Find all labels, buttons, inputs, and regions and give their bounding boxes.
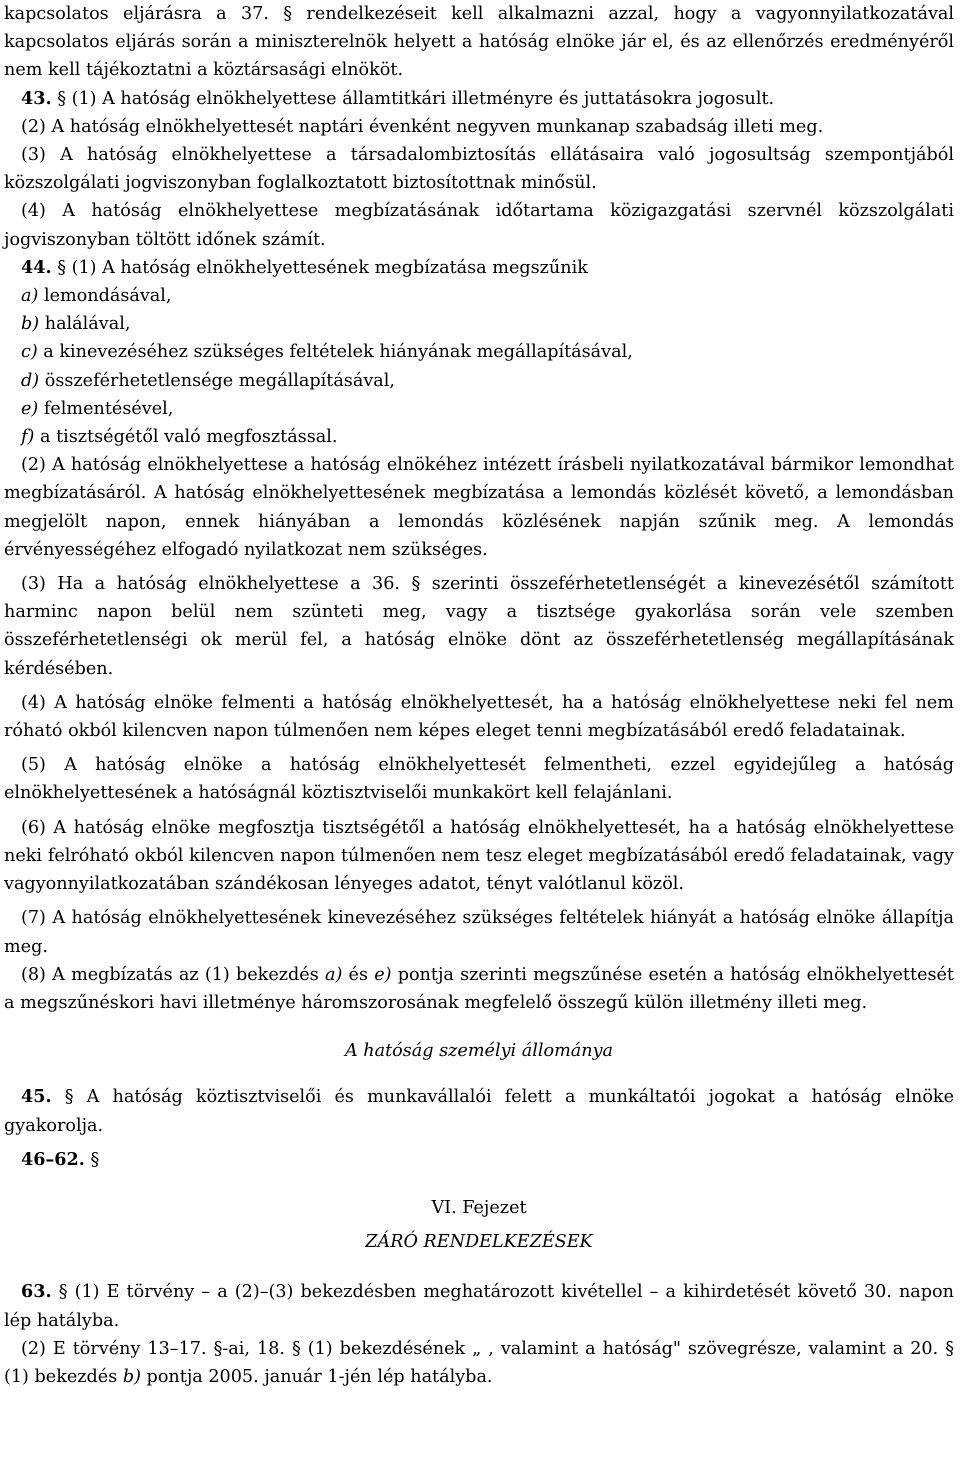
section-number: 45. (21, 1086, 52, 1108)
section-number: 43. (21, 87, 52, 109)
paragraph-text: (2) E törvény 13–17. §-ai, 18. § (1) bekezdésének „ , valamint a hatóság" szövegrésze, valamint a 20. § (1) bekezdés (4, 1338, 954, 1387)
paragraph-text: (3) Ha a hatóság elnökhelyettese a 36. § szerinti összeférhetetlenségét a kinevezésétől számított harminc napon belül nem szünteti meg, vagy a tisztsége gyakorlása során vele szemben összeférhetetlenségi ok merül fel, a hatóság elnöke dönt az összeférhetetlenség megállapításának kérdésében. (4, 574, 954, 679)
list-item (4, 423, 954, 451)
paragraph-text: (6) A hatóság elnöke megfosztja tisztségétől a hatóság elnökhelyettesét, ha a hatóság elnökhelyettese neki felróható okból kilencven napon túlmenően nem tesz eleget megbízatásából eredő feladatainak, vagy vagyonnyilatkozatában szándékosan lényeges adatot, tényt valótlanul közöl. (4, 817, 954, 895)
paragraph-text: pontja szerinti megszűnése esetén a hatóság elnökhelyettesét a megszűnéskori havi illetménye háromszorosának megfelelő összegű külön illetmény illeti meg. (4, 964, 954, 1013)
point-letter: a) (324, 964, 343, 985)
section-44-paragraph-2 (4, 451, 954, 564)
paragraph-text: (2) A hatóság elnökhelyettesét naptári évenként negyven munkanap szabadság illeti meg. (21, 116, 824, 137)
paragraph-text: § (1) E törvény – a (2)–(3) bekezdésben meghatározott kivétellel – a kihirdetését követő 30. napon lép hatályba. (4, 1282, 954, 1331)
item-text: felmentésével, (38, 398, 174, 419)
section-44-paragraph-1 (4, 254, 954, 282)
paragraph-text: pontja 2005. január 1-jén lép hatályba. (140, 1366, 493, 1387)
section-63-paragraph-1 (4, 1278, 954, 1334)
point-letter: e) (374, 964, 392, 985)
list-item (4, 310, 954, 338)
list-item (4, 395, 954, 423)
paragraph-text: (7) A hatóság elnökhelyettesének kinevezéséhez szükséges feltételek hiányát a hatóság elnöke állapítja meg. (4, 908, 954, 957)
paragraph-text: § (84, 1149, 100, 1170)
chapter-heading: VI. Fejezet (431, 1197, 527, 1218)
section-45 (4, 1083, 954, 1139)
section-44-paragraph-3 (4, 570, 954, 683)
section-63-paragraph-2 (4, 1335, 954, 1391)
paragraph-text: (5) A hatóság elnöke a hatóság elnökhelyettesét felmentheti, ezzel egyidejűleg a hatóság elnökhelyettesének a hatóságnál köztisztviselői munkakört kell felajánlani. (4, 755, 954, 804)
section-44-paragraph-8 (4, 961, 954, 1017)
paragraph-text: § (1) A hatóság elnökhelyettese államtitkári illetményre és juttatásokra jogosult. (51, 88, 775, 109)
item-text: lemondásával, (38, 286, 172, 307)
section-number: 63. (21, 1281, 52, 1303)
item-letter: c) (21, 342, 38, 363)
item-letter: f) (21, 427, 35, 448)
subtitle-personnel: A hatóság személyi állománya (344, 1041, 613, 1062)
section-43-paragraph-2 (4, 113, 954, 141)
paragraph-text: § (1) A hatóság elnökhelyettesének megbízatása megszűnik (51, 257, 588, 278)
paragraph-text: (2) A hatóság elnökhelyettese a hatóság elnökéhez intézett írásbeli nyilatkozatával bármikor lemondhat megbízatásáról. A hatóság elnökhelyettesének megbízatása a lemondás közlését követő, a lemondásban megjelölt napon, ennek hiányában a lemondás közlésének napján szűnik meg. A lemondás érvényességéhez elfogadó nyilatkozat nem szükséges. (4, 455, 954, 560)
list-item (4, 338, 954, 366)
section-number: 46–62. (21, 1148, 85, 1170)
item-letter: d) (21, 370, 40, 391)
section-46-62 (4, 1146, 954, 1174)
item-text: halálával, (39, 314, 131, 335)
section-44-paragraph-7 (4, 904, 954, 960)
section-44-paragraph-5 (4, 751, 954, 807)
paragraph-text: (4) A hatóság elnöke felmenti a hatóság elnökhelyettesét, ha a hatóság elnökhelyettese neki fel nem róható okból kilencven napon túlmenően nem képes eleget tenni megbízatásából eredő feladatainak. (4, 692, 954, 742)
chapter-title: ZÁRÓ RENDELKEZÉSEK (365, 1232, 593, 1253)
section-44-paragraph-6 (4, 814, 954, 899)
list-item (4, 367, 954, 395)
list-item (4, 282, 954, 310)
paragraph-text: § A hatóság köztisztviselői és munkavállalói felett a munkáltatói jogokat a hatóság elnöke gyakorolja. (4, 1087, 954, 1136)
section-43-paragraph-3 (4, 141, 954, 197)
paragraph-text: (8) A megbízatás az (1) bekezdés (21, 964, 325, 985)
item-text: a tisztségétől való megfosztással. (34, 427, 338, 448)
item-text: a kinevezéséhez szükséges feltételek hiányának megállapításával, (37, 342, 633, 363)
item-letter: b) (21, 314, 40, 335)
section-43-paragraph-4 (4, 197, 954, 253)
item-letter: a) (21, 286, 39, 307)
paragraph-text: (4) A hatóság elnökhelyettese megbízatásának időtartama közigazgatási szervnél közszolgálati jogviszonyban töltött időnek számít. (4, 201, 954, 250)
paragraph-text: kapcsolatos eljárásra a 37. § rendelkezéseit kell alkalmazni azzal, hogy a vagyonnyilatkozatával kapcsolatos eljárás során a miniszterelnök helyett a hatóság elnöke jár el, és az ellenőrzés eredményéről nem kell tájékoztatni a köztársasági elnököt. (4, 4, 954, 81)
section-44-paragraph-4 (4, 689, 954, 745)
section-number: 44. (21, 256, 52, 278)
point-letter: b) (122, 1366, 141, 1387)
paragraph-continuation (4, 0, 954, 85)
item-letter: e) (21, 398, 39, 419)
paragraph-text: és (342, 964, 375, 985)
item-text: összeférhetetlensége megállapításával, (39, 370, 395, 391)
section-43-paragraph-1 (4, 85, 954, 113)
paragraph-text: (3) A hatóság elnökhelyettese a társadalombiztosítás ellátásaira való jogosultság szempontjából közszolgálati jogviszonyban foglalkoztatott biztosítottnak minősül. (4, 145, 954, 194)
